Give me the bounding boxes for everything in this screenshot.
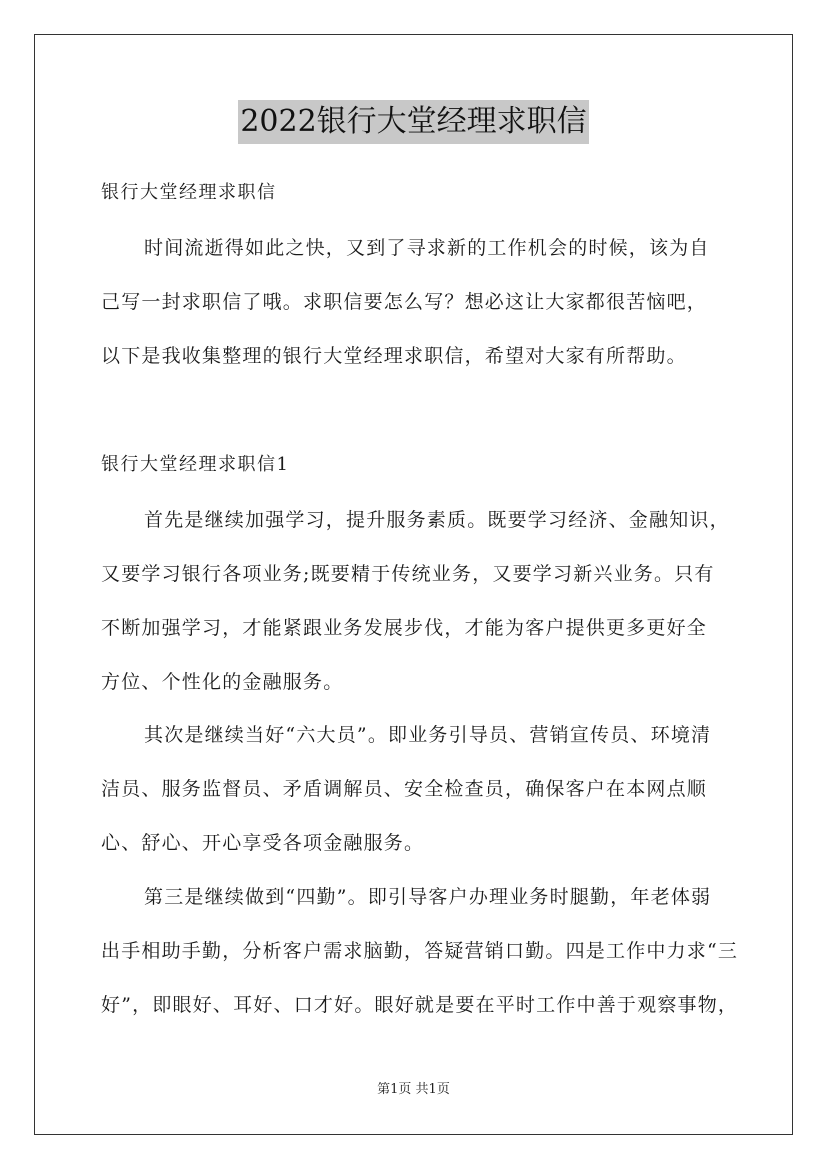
body-line-1: 首先是继续加强学习，提升服务素质。既要学习经济、金融知识， bbox=[144, 509, 730, 531]
intro-line-3: 以下是我收集整理的银行大堂经理求职信，希望对大家有所帮助。 bbox=[101, 345, 687, 367]
title-container bbox=[0, 100, 827, 144]
document-subtitle: 银行大堂经理求职信 bbox=[101, 182, 277, 203]
document-title: 2022银行大堂经理求职信 bbox=[238, 100, 588, 144]
body-line-2: 又要学习银行各项业务;既要精于传统业务，又要学习新兴业务。只有 bbox=[101, 563, 715, 585]
body-line-7: 心、舒心、开心享受各项金融服务。 bbox=[101, 832, 425, 854]
page-footer: 第1页 共1页 bbox=[377, 1082, 450, 1097]
body-line-10: 好”，即眼好、耳好、口才好。眼好就是要在平时工作中善于观察事物， bbox=[101, 994, 739, 1016]
body-line-9: 出手相助手勤，分析客户需求脑勤，答疑营销口勤。四是工作中力求“三 bbox=[101, 940, 739, 962]
intro-line-2: 己写一封求职信了哦。求职信要怎么写？想必这让大家都很苦恼吧， bbox=[101, 291, 708, 313]
body-line-8: 第三是继续做到“四勤”。即引导客户办理业务时腿勤，年老体弱 bbox=[144, 886, 712, 908]
section-heading: 银行大堂经理求职信1 bbox=[101, 454, 290, 475]
body-line-4: 方位、个性化的金融服务。 bbox=[101, 671, 344, 693]
body-line-3: 不断加强学习，才能紧跟业务发展步伐，才能为客户提供更多更好全 bbox=[101, 617, 708, 639]
intro-line-1: 时间流逝得如此之快，又到了寻求新的工作机会的时候，该为自 bbox=[144, 237, 710, 259]
body-line-6: 洁员、服务监督员、矛盾调解员、安全检查员，确保客户在本网点顺 bbox=[101, 778, 708, 800]
body-line-5: 其次是继续当好“六大员”。即业务引导员、营销宣传员、环境清 bbox=[144, 724, 712, 746]
